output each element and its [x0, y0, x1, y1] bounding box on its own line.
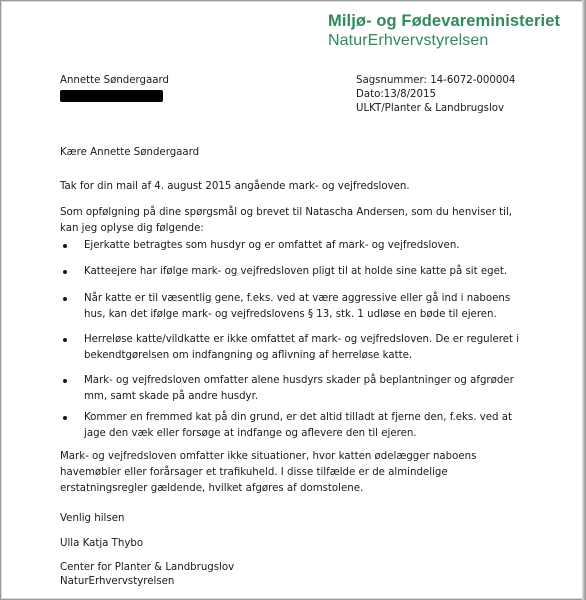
bullet-icon [63, 416, 67, 420]
bullet-icon [63, 244, 67, 248]
agency-name: NaturErhvervstyrelsen [328, 32, 489, 49]
signer-agency: NaturErhvervstyrelsen [60, 576, 175, 587]
department: ULKT/Planter & Landbrugslov [356, 103, 505, 114]
ministry-name: Miljø- og Fødevareministeriet [328, 12, 561, 30]
redacted-address [60, 90, 163, 102]
signoff-greeting: Venlig hilsen [60, 513, 125, 524]
page-edge-shadow [582, 0, 586, 600]
list-item: Mark- og vejfredsloven omfatter alene husdyrs skader på beplantninger og afgrøder mm, samt skade på andre husdyr. [84, 373, 524, 405]
bullet-icon [63, 270, 67, 274]
followup-paragraph: Som opfølgning på dine spørgsmål og brevet til Natascha Andersen, som du henviser til, kan jeg oplyse dig følgende: [60, 207, 513, 234]
signer-unit: Center for Planter & Landbrugslov [60, 562, 235, 573]
intro-paragraph: Tak for din mail af 4. august 2015 angående mark- og vejfredsloven. [60, 181, 410, 192]
letter-date: Dato:13/8/2015 [356, 89, 436, 100]
closing-paragraph: Mark- og vejfredsloven omfatter ikke situationer, hvor katten ødelægger naboens havemøbler eller forårsager et trafikuheld. I disse tilfælde er de almindelige erstatningsregler gældende, hvilket afgøres af domstolene. [60, 451, 477, 494]
salutation: Kære Annette Søndergaard [60, 147, 200, 158]
case-number: Sagsnummer: 14-6072-000004 [356, 75, 516, 86]
bullet-icon [63, 379, 67, 383]
letterhead [328, 11, 560, 51]
list-item: Når katte er til væsentlig gene, f.eks. ved at være aggressive eller gå ind i naboens hus, kan det ifølge mark- og vejfredslovens § 13, stk. 1 udløse en bøde til ejeren. [84, 291, 524, 323]
list-item: Herreløse katte/vildkatte er ikke omfattet af mark- og vejfredsloven. De er reguleret i bekendtgørelsen om indfangning og aflivning af herreløse katte. [84, 332, 524, 364]
bullet-icon [63, 338, 67, 342]
list-item: Ejerkatte betragtes som husdyr og er omfattet af mark- og vejfredsloven. [84, 238, 524, 254]
list-item: Katteejere har ifølge mark- og vejfredsloven pligt til at holde sine katte på sit eget. [84, 264, 524, 280]
list-item: Kommer en fremmed kat på din grund, er det altid tilladt at fjerne den, f.eks. ved at jage den væk eller forsøge at indfange og aflevere den til ejeren. [84, 410, 524, 442]
signer-name: Ulla Katja Thybo [60, 538, 144, 549]
bullet-icon [63, 297, 67, 301]
recipient-name: Annette Søndergaard [60, 75, 169, 86]
